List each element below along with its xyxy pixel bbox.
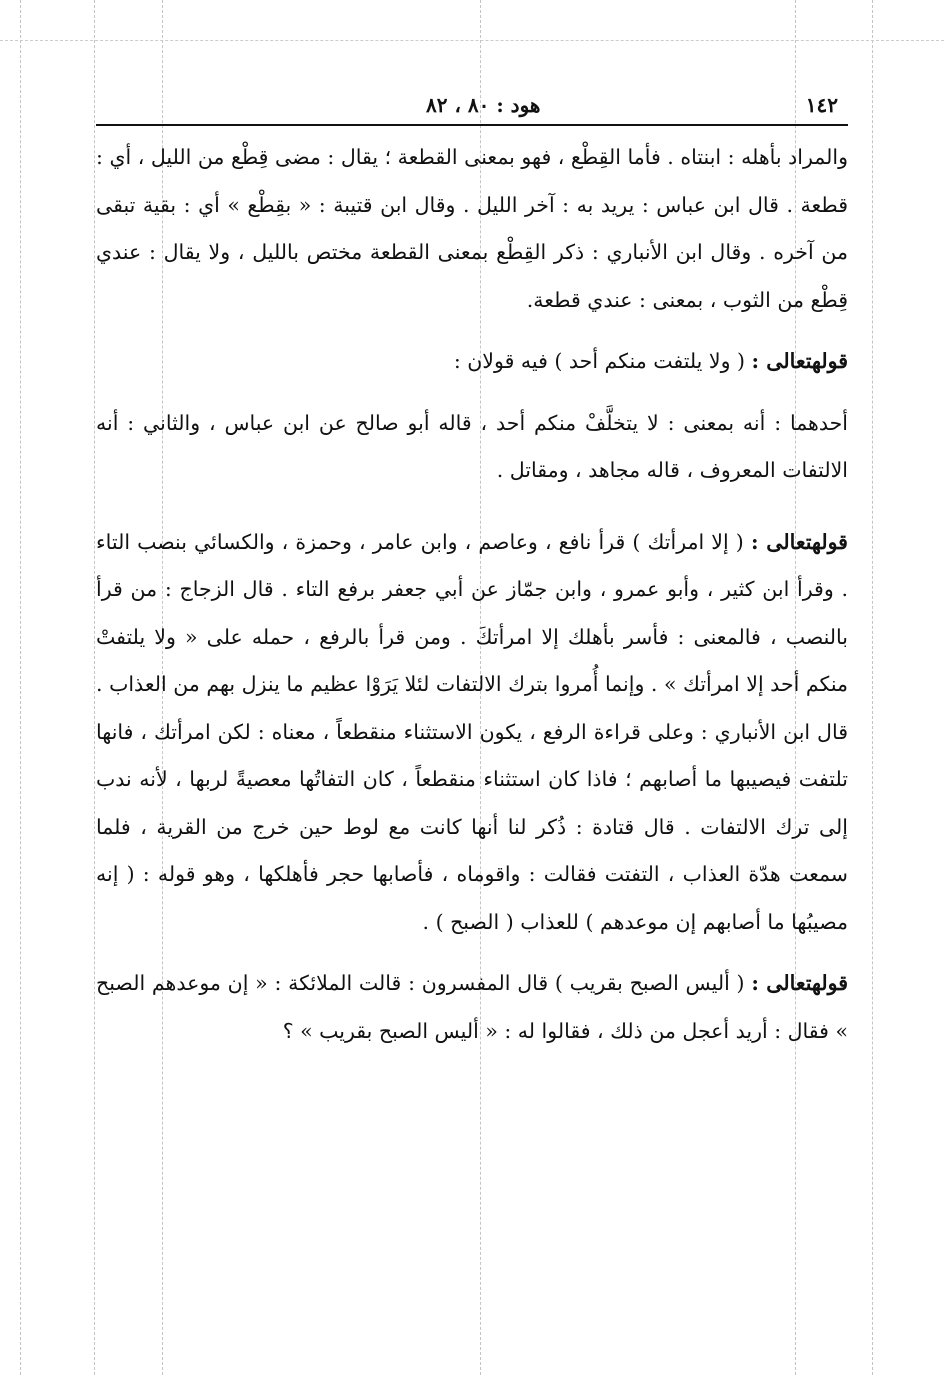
paragraph bbox=[96, 134, 848, 324]
scan-guide-line bbox=[20, 0, 21, 1375]
header-rule bbox=[96, 124, 848, 126]
paragraph-text: ( أليس الصبح بقريب ) قال المفسرون : قالت الملائكة : « إن موعدهم الصبح » فقال : أريد أعجل من ذلك ، فقالوا له : « أليس الصبح بقريب » ؟ bbox=[96, 971, 848, 1043]
verse-label: قولهتعالى : bbox=[751, 349, 848, 373]
page-number: ١٤٢ bbox=[805, 93, 838, 117]
paragraph bbox=[96, 960, 848, 1055]
paragraph bbox=[96, 519, 848, 947]
running-title: هود : ٨٠ ، ٨٢ bbox=[426, 93, 541, 117]
scan-guide-line bbox=[872, 0, 873, 1375]
paragraph bbox=[96, 400, 848, 495]
scan-guide-line bbox=[94, 0, 95, 1375]
paragraph-text: أحدهما : أنه بمعنى : لا يتخلَّفْ منكم أحد ، قاله أبو صالح عن ابن عباس ، والثاني : أنه الالتفات المعروف ، قاله مجاهد ، ومقاتل . bbox=[96, 410, 848, 482]
page-header bbox=[96, 86, 848, 124]
book-page bbox=[96, 86, 848, 1055]
paragraph-text: ( ولا يلتفت منكم أحد ) فيه قولان : bbox=[453, 349, 746, 373]
paragraph bbox=[96, 338, 848, 386]
verse-label: قولهتعالى : bbox=[750, 529, 848, 554]
scan-guide-line bbox=[0, 40, 944, 41]
verse-label: قولهتعالى : bbox=[751, 971, 848, 995]
paragraph-text: ( إلا امرأتك ) قرأ نافع ، وعاصم ، وابن عامر ، وحمزة ، والكسائي بنصب التاء . وقرأ ابن كثير ، وأبو عمرو ، وابن جمّاز عن أبي جعفر برفع التاء . قال الزجاج : من قرأ بالنصب ، فالمعنى : فأسر بأهلك إلا امرأتكَ . ومن قرأ بالرفع ، حمله على « ولا يلتفتْ منكم أحد إلا امرأتك » . وإنما أُمروا بترك الالتفات لئلا يَرَوْا عظيم ما ينزل بهم من العذاب . قال ابن الأنباري : وعلى قراءة الرفع ، يكون الاستثناء منقطعاً ، معناه : لكن امرأتك ، فانها تلتفت فيصيبها ما أصابهم ؛ فاذا كان استثناء منقطعاً ، كان التفاتُها معصيةً لربها ، لأنه ندب إلى ترك الالتفات . قال قتادة : ذُكر لنا أنها كانت مع لوط حين خرج من القرية ، فلما سمعت هدّة العذاب ، التفتت فقالت : واقوماه ، فأصابها حجر فأهلكها ، وهو قوله : ( إنه مصيبُها ما أصابهم إن موعدهم ) للعذاب ( الصبح ) . bbox=[96, 529, 848, 934]
paragraph-text: والمراد بأهله : ابنتاه . فأما القِطْع ، فهو بمعنى القطعة ؛ يقال : مضى قِطْع من الليل ، أي : قطعة . قال ابن عباس : يريد به : آخر الليل . وقال ابن قتيبة : « بقِطْع » أي : بقية تبقى من آخره . وقال ابن الأنباري : ذكر القِطْع بمعنى القطعة مختص بالليل ، ولا يقال : عندي قِطْع من الثوب ، بمعنى : عندي قطعة. bbox=[96, 145, 848, 312]
